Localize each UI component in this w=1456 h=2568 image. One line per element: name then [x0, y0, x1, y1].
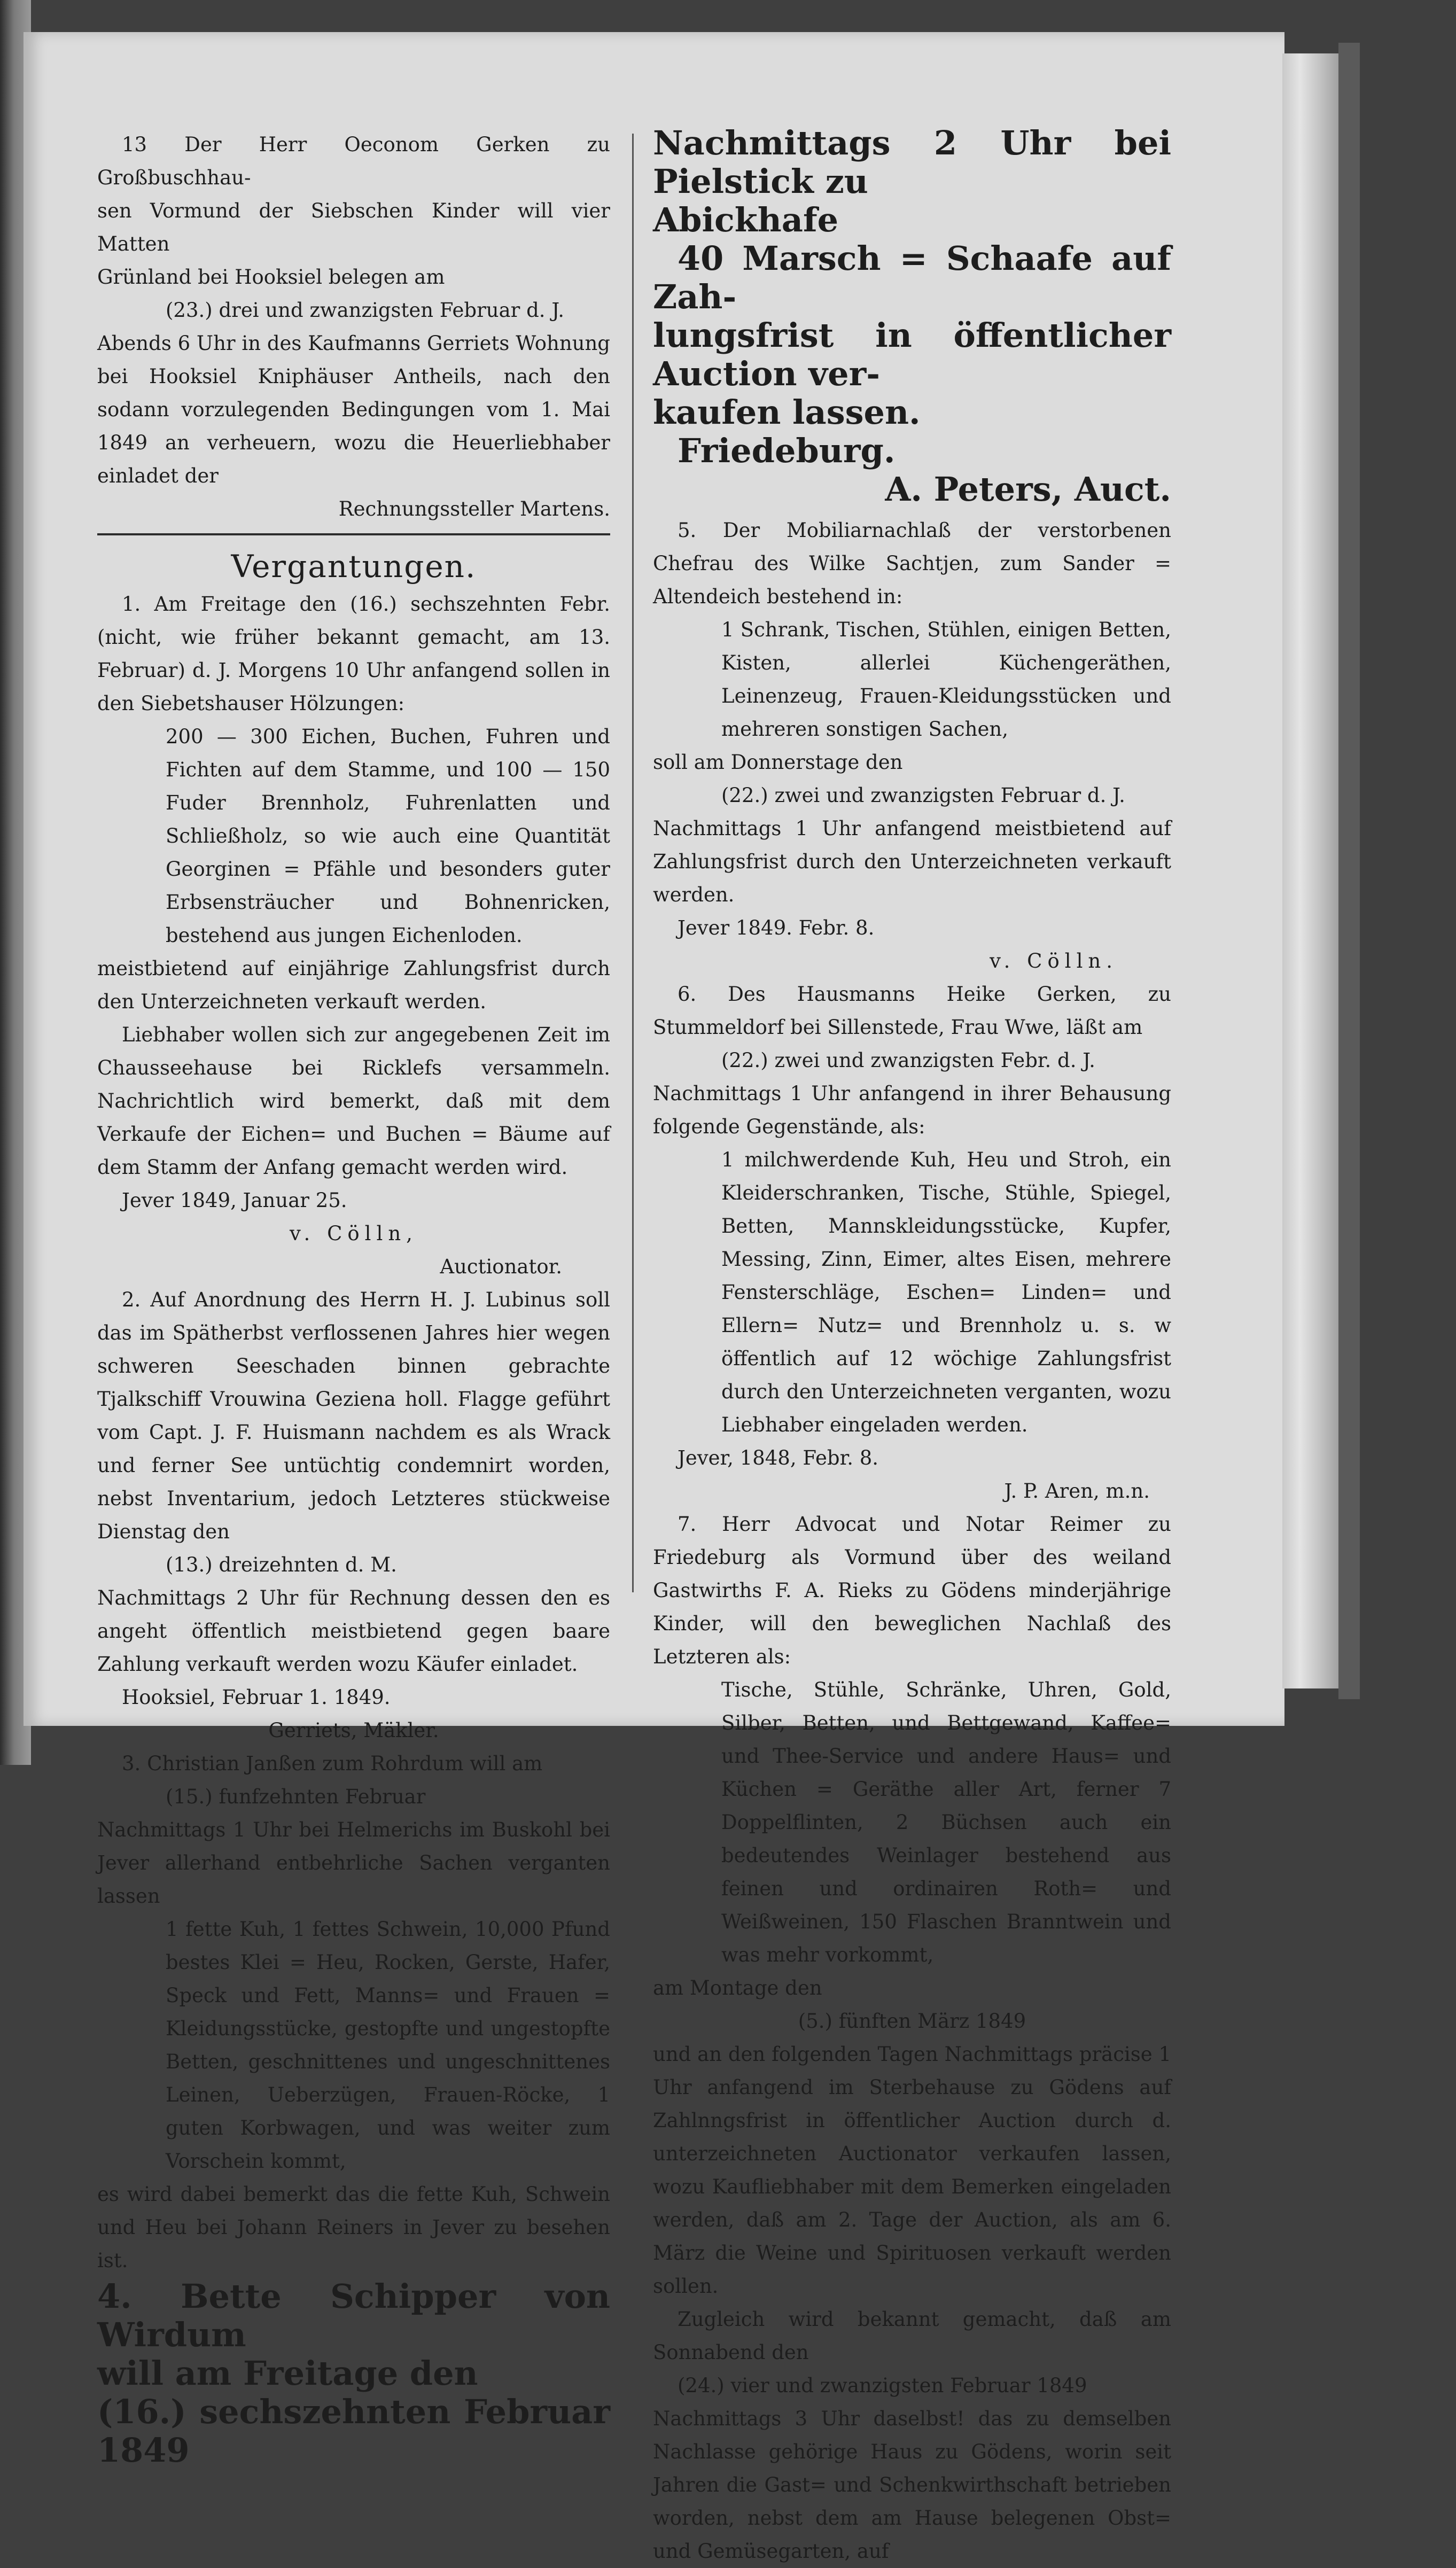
auction-1-items: 200 — 300 Eichen, Buchen, Fuhren und Fichten auf dem Stamme, und 100 — 150 Fuder Brennholz, Fuhrenlatten und Schließholz, so wie auch eine Quantität Georginen = Pfähle und besonders guter Erbsensträucher und Bohnenricken, bestehend aus jungen Eichenloden.	[166, 725, 610, 947]
auction-6-items: 1 milchwerdende Kuh, Heu und Stroh, ein Kleiderschranken, Tische, Stühle, Spiegel, Betten, Mannskleidungsstücke, Kupfer, Messing, Zinn, Eimer, altes Eisen, mehrere Fensterschläge, Eschen= Linden= und Ellern= Nutz= und Brennholz u. s. w öffentlich auf 12 wöchige Zahlungsfrist durch den Unterzeichneten verganten, wozu Liebhaber eingeladen werden.	[721, 1148, 1171, 1436]
right-column	[653, 124, 1171, 2568]
auction-4-cont-line-1: Nachmittags 2 Uhr bei Pielstick zu	[653, 123, 1171, 201]
notice-13-line-3: Grünland bei Hooksiel belegen am	[97, 266, 445, 289]
notice-13	[97, 128, 610, 526]
auction-4	[97, 2277, 610, 2470]
auction-4-cont-line-4: lungsfrist in öffentlicher Auction ver-	[653, 316, 1171, 393]
auction-6-place-date: Jever, 1848, Febr. 8.	[678, 1446, 879, 1469]
auction-4-cont-signature: A. Peters, Auct.	[885, 470, 1171, 509]
auction-5-items: 1 Schrank, Tischen, Stühlen, einigen Betten, Kisten, allerlei Küchengeräthen, Leinenzeug, Frauen-Kleidungsstücken und mehreren sonstigen Sachen,	[721, 618, 1171, 741]
auction-1-note: Liebhaber wollen sich zur angegebenen Zeit im Chausseehause bei Ricklefs versammeln. Nachrichtlich wird bemerkt, daß mit dem Verkaufe der Eichen= und Buchen = Bäume auf dem Stamm der Anfang gemacht werden wird.	[97, 1023, 610, 1179]
auction-3	[97, 1747, 610, 2277]
auction-4-cont-line-3: 40 Marsch = Schaafe auf Zah-	[653, 239, 1171, 316]
auction-6-body: Nachmittags 1 Uhr anfangend in ihrer Behausung folgende Gegenstände, als:	[653, 1082, 1171, 1138]
auction-3-date: (15.) funfzehnten Februar	[166, 1785, 426, 1808]
auction-7	[653, 1508, 1171, 2568]
auction-4-cont-line-2: Abickhafe	[653, 200, 839, 239]
auction-3-body: Nachmittags 1 Uhr bei Helmerichs im Buskohl bei Jever allerhand entbehrliche Sachen verganten lassen	[97, 1818, 610, 1908]
auction-3-intro: 3. Christian Janßen zum Rohrdum will am	[122, 1752, 543, 1775]
auction-7-note: Zugleich wird bekannt gemacht, daß am Sonnabend den	[653, 2308, 1171, 2364]
auction-5-place-date: Jever 1849. Febr. 8.	[678, 916, 875, 939]
auction-6-intro: 6. Des Hausmanns Heike Gerken, zu Stummeldorf bei Sillenstede, Frau Wwe, läßt am	[653, 983, 1171, 1039]
auction-4-cont-place: Friedeburg.	[678, 431, 896, 470]
left-column	[97, 128, 610, 2470]
auction-6-signature: J. P. Aren, m.n.	[1004, 1480, 1150, 1503]
auction-4-cont-line-5: kaufen lassen.	[653, 393, 921, 432]
notice-13-line-2: sen Vormund der Siebschen Kinder will vier Matten	[97, 199, 610, 255]
auction-7-tail: Nachmittags 3 Uhr daselbst! das zu demselben Nachlasse gehörige Haus zu Gödens, worin seit Jahren die Gast= und Schenkwirthschaft betrieben worden, nebst dem am Hause belegenen Obst= und Gemüsegarten, auf	[653, 2407, 1171, 2563]
book-cover-edge	[1338, 43, 1360, 1699]
auction-2	[97, 1283, 610, 1747]
auction-5-terms: Nachmittags 1 Uhr anfangend meistbietend auf Zahlungsfrist durch den Unterzeichneten verkauft werden.	[653, 817, 1171, 906]
auction-5-when: soll am Donnerstage den	[653, 751, 903, 774]
auction-6-date: (22.) zwei und zwanzigsten Febr. d. J.	[721, 1049, 1095, 1072]
auction-7-date-2: (24.) vier und zwanzigsten Februar 1849	[678, 2374, 1087, 2397]
notice-13-line-1: 13 Der Herr Oeconom Gerken zu Großbuschhau-	[97, 133, 610, 189]
auction-5	[653, 514, 1171, 978]
auction-6	[653, 978, 1171, 1508]
auction-2-signature: Gerriets, Mäkler.	[268, 1719, 439, 1742]
auction-1	[97, 588, 610, 1283]
auction-2-date: (13.) dreizehnten d. M.	[166, 1553, 397, 1576]
auction-5-signature: v. Cölln.	[990, 950, 1118, 972]
auction-4-continued	[653, 124, 1171, 509]
auction-7-terms: und an den folgenden Tagen Nachmittags präcise 1 Uhr anfangend im Sterbehause zu Gödens auf Zahlnngsfrist in öffentlicher Auction durch d. unterzeichneten Auctionator verkaufen lassen, wozu Kaufliebhaber mit dem Bemerken eingeladen werden, daß am 2. Tage der Auction, als am 6. März die Weine und Spirituosen verkauft werden sollen.	[653, 2043, 1171, 2298]
auction-7-date: (5.) fünften März 1849	[798, 2010, 1026, 2033]
auction-1-signature-name: v. Cölln,	[290, 1222, 418, 1245]
auction-3-items: 1 fette Kuh, 1 fettes Schwein, 10,000 Pfund bestes Klei = Heu, Rocken, Gerste, Hafer, Speck und Fett, Manns= und Frauen = Kleidungsstücke, gestopfte und ungestopfte Betten, geschnittenes und ungeschnittenes Leinen, Ueberzügen, Frauen-Röcke, 1 guten Korbwagen, und was weiter zum Vorschein kommt,	[166, 1918, 610, 2173]
notice-13-body: Abends 6 Uhr in des Kaufmanns Gerriets Wohnung bei Hooksiel Kniphäuser Antheils, nach den sodann vorzulegenden Bedingungen vom 1. Mai 1849 an verheuern, wozu die Heuerliebhaber einladet der	[97, 332, 610, 487]
auction-3-note: es wird dabei bemerkt das die fette Kuh, Schwein und Heu bei Johann Reiners in Jever zu besehen ist.	[97, 2183, 610, 2272]
column-divider	[632, 134, 634, 1592]
notice-13-date: (23.) drei und zwanzigsten Februar d. J.	[166, 299, 565, 322]
page-stack-edge	[1282, 53, 1341, 1688]
auction-4-line-2: will am Freitage den	[97, 2354, 478, 2393]
auction-5-date: (22.) zwei und zwanzigsten Februar d. J.	[721, 784, 1125, 807]
auction-5-intro: 5. Der Mobiliarnachlaß der verstorbenen Chefrau des Wilke Sachtjen, zum Sander = Altendeich bestehend in:	[653, 519, 1171, 608]
auction-1-signature-title: Auctionator.	[440, 1255, 562, 1278]
auction-7-items: Tische, Stühle, Schränke, Uhren, Gold, Silber, Betten, und Bettgewand, Kaffee= und Thee-Service und andere Haus= und Küchen = Geräthe aller Art, ferner 7 Doppelflinten, 2 Büchsen auch ein bedeutendes Weinlager bestehend aus feinen und ordinairen Roth= und Weißweinen, 150 Flaschen Branntwein und was mehr vorkommt,	[721, 1678, 1171, 1966]
section-heading: Vergantungen.	[231, 548, 477, 585]
auction-4-line-3: (16.) sechszehnten Februar 1849	[97, 2392, 610, 2470]
auction-4-line-1: 4. Bette Schipper von Wirdum	[97, 2277, 610, 2354]
notice-13-signature: Rechnungssteller Martens.	[338, 497, 610, 520]
auction-2-place-date: Hooksiel, Februar 1. 1849.	[122, 1686, 391, 1709]
auction-1-terms: meistbietend auf einjährige Zahlungsfrist durch den Unterzeichneten verkauft werden.	[97, 957, 610, 1013]
auction-1-intro: 1. Am Freitage den (16.) sechszehnten Febr. (nicht, wie früher bekannt gemacht, am 13. Februar) d. J. Morgens 10 Uhr anfangend sollen in den Siebetshauser Hölzungen:	[97, 593, 610, 715]
auction-7-intro: 7. Herr Advocat und Notar Reimer zu Friedeburg als Vormund über des weiland Gastwirths F. A. Rieks zu Gödens minderjährige Kinder, will den beweglichen Nachlaß des Letzteren als:	[653, 1513, 1171, 1668]
section-rule	[97, 533, 610, 535]
auction-7-when: am Montage den	[653, 1976, 822, 1999]
auction-1-place-date: Jever 1849, Januar 25.	[122, 1189, 347, 1212]
auction-2-terms: Nachmittags 2 Uhr für Rechnung dessen den es angeht öffentlich meistbietend gegen baare Zahlung verkauft werden wozu Käufer einladet.	[97, 1586, 610, 1676]
auction-2-body: 2. Auf Anordnung des Herrn H. J. Lubinus soll das im Spätherbst verflossenen Jahres hier wegen schweren Seeschaden binnen gebrachte Tjalkschiff Vrouwina Geziena holl. Flagge geführt vom Capt. J. F. Huismann nachdem es als Wrack und ferner See untüchtig condemnirt worden, nebst Inventarium, jedoch Letzteres stückweise Dienstag den	[97, 1288, 610, 1543]
